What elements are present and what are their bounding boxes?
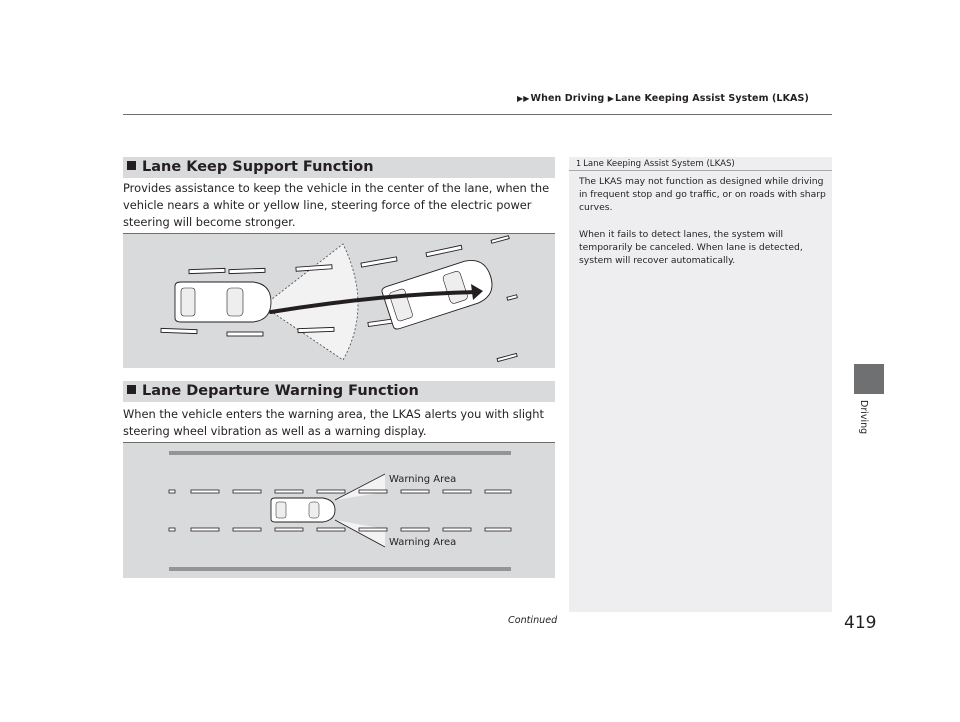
section-body-lane-departure-warning: When the vehicle enters the warning area, the LKAS alerts you with slight steering wheel vibration as well as a warning display. <box>123 407 544 438</box>
lane-marking <box>298 327 334 332</box>
lane-marking <box>275 490 303 493</box>
sidebar-note-paragraph-1: The LKAS may not function as designed while driving in frequent stop and go traffic, or on roads with sharp curves. <box>579 176 826 214</box>
section-title: Lane Keep Support Function <box>142 159 374 175</box>
section-heading-lane-departure-warning <box>123 381 555 402</box>
section-square-icon <box>127 385 136 394</box>
note-reference-icon: 1 <box>576 159 582 168</box>
breadcrumb-current: Lane Keeping Assist System (LKAS) <box>615 93 809 104</box>
warning-area-label-bottom: Warning Area <box>389 537 457 548</box>
lane-departure-warning-illustration <box>123 443 555 578</box>
lane-marking <box>275 528 303 531</box>
lane-departure-diagram <box>123 443 555 578</box>
lane-marking <box>317 528 345 531</box>
chapter-tab-marker <box>854 364 884 394</box>
lane-marking <box>317 490 345 493</box>
lane-marking <box>401 528 429 531</box>
vehicle-straight <box>175 282 271 322</box>
lane-marking <box>189 268 225 273</box>
lane-marking <box>361 257 397 267</box>
breadcrumb-arrow-icon: ▶▶ <box>517 94 530 103</box>
lane-marking <box>359 528 387 531</box>
lane-marking <box>233 490 261 493</box>
warning-area-label-top: Warning Area <box>389 474 457 485</box>
lane-marking <box>359 490 387 493</box>
continued-label: Continued <box>508 615 558 626</box>
sidebar-note-rule <box>569 170 832 171</box>
breadcrumb <box>517 93 809 104</box>
lane-marking <box>161 328 197 333</box>
lane-marking <box>485 528 511 531</box>
section-heading-lane-keep-support <box>123 157 555 178</box>
page-number: 419 <box>844 613 877 633</box>
lane-marking <box>443 528 471 531</box>
lane-marking <box>426 245 462 256</box>
lane-marking <box>229 268 265 273</box>
section-body-lane-keep-support: Provides assistance to keep the vehicle in the center of the lane, when the vehicle nears a white or yellow line, steering force of the electric power steering will become stronger. <box>123 181 550 229</box>
lane-marking <box>191 528 219 531</box>
lane-marking <box>491 236 509 244</box>
header-rule <box>123 114 832 115</box>
lane-marking <box>169 490 175 493</box>
sidebar-note-title: 1 Lane Keeping Assist System (LKAS) <box>576 159 735 169</box>
sidebar-note <box>569 157 832 612</box>
lane-marking <box>497 353 517 361</box>
vehicle-in-lane <box>271 498 335 522</box>
sidebar-note-paragraph-2: When it fails to detect lanes, the system will temporarily be canceled. When lane is detected, system will recover automatically. <box>579 229 803 267</box>
lane-marking <box>169 528 175 531</box>
breadcrumb-separator-icon: ▶ <box>607 94 614 103</box>
lane-marking <box>507 295 517 300</box>
section-square-icon <box>127 161 136 170</box>
lane-marking <box>443 490 471 493</box>
lane-keep-support-illustration <box>123 234 555 368</box>
lane-marking <box>191 490 219 493</box>
breadcrumb-parent[interactable]: When Driving <box>530 93 605 104</box>
lane-keep-diagram <box>123 234 555 368</box>
lane-marking <box>227 332 263 336</box>
section-title: Lane Departure Warning Function <box>142 383 419 399</box>
lane-marking <box>485 490 511 493</box>
lane-marking <box>401 490 429 493</box>
lane-marking <box>233 528 261 531</box>
chapter-tab-label: Driving <box>858 400 869 435</box>
